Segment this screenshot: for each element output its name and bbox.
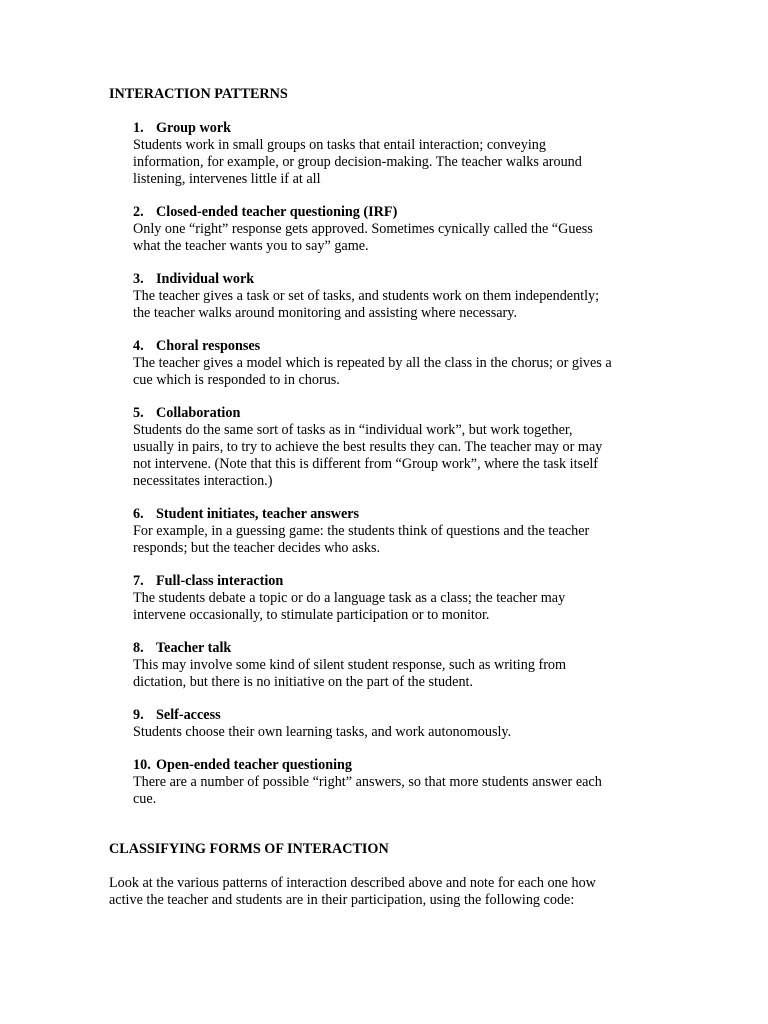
pattern-item-individual-work — [133, 271, 663, 322]
description-line: intervene occasionally, to stimulate participation or to monitor. — [133, 606, 490, 623]
pattern-item-student-initiates — [133, 506, 663, 557]
pattern-title-text: Collaboration — [156, 405, 241, 421]
pattern-item-teacher-talk — [133, 640, 663, 691]
pattern-title-text: Closed-ended teacher questioning (IRF) — [156, 204, 398, 220]
description-line: For example, in a guessing game: the students think of questions and the teacher — [133, 522, 590, 539]
description-line: the teacher walks around monitoring and assisting where necessary. — [133, 304, 517, 321]
description-line: Students do the same sort of tasks as in “individual work”, but work together, — [133, 421, 573, 438]
description-line: responds; but the teacher decides who asks. — [133, 539, 381, 556]
pattern-title — [133, 204, 663, 221]
description-line: Students choose their own learning tasks, and work autonomously. — [133, 723, 512, 740]
pattern-item-group-work — [133, 120, 663, 188]
pattern-number: 10. — [133, 757, 151, 773]
pattern-title — [133, 573, 663, 590]
description-line: cue which is responded to in chorus. — [133, 371, 340, 388]
description-line: The students debate a topic or do a language task as a class; the teacher may — [133, 589, 566, 606]
description-line: The teacher gives a task or set of tasks, and students work on them independently; — [133, 287, 600, 304]
closing-paragraph — [109, 875, 669, 909]
pattern-title-text: Student initiates, teacher answers — [156, 506, 360, 522]
description-line: information, for example, or group decision-making. The teacher walks around — [133, 153, 582, 170]
pattern-title — [133, 271, 663, 288]
pattern-title-text: Full-class interaction — [156, 573, 284, 589]
paragraph-line: active the teacher and students are in their participation, using the following code: — [109, 891, 575, 908]
pattern-title-text: Open-ended teacher questioning — [156, 757, 353, 773]
pattern-number: 6. — [133, 506, 144, 522]
pattern-description — [133, 523, 663, 557]
description-line: listening, intervenes little if at all — [133, 170, 321, 187]
pattern-title — [133, 707, 663, 724]
pattern-number: 3. — [133, 271, 144, 287]
pattern-title — [133, 405, 663, 422]
pattern-number: 9. — [133, 707, 144, 723]
description-line: Only one “right” response gets approved. Sometimes cynically called the “Guess — [133, 220, 593, 237]
pattern-description — [133, 657, 663, 691]
pattern-description — [133, 221, 663, 255]
paragraph-line: Look at the various patterns of interaction described above and note for each one how — [109, 875, 596, 891]
pattern-number: 7. — [133, 573, 144, 589]
pattern-title — [133, 506, 663, 523]
description-line: usually in pairs, to try to achieve the best results they can. The teacher may or may — [133, 438, 603, 455]
description-line: dictation, but there is no initiative on the part of the student. — [133, 673, 474, 690]
pattern-number: 8. — [133, 640, 144, 656]
description-line: The teacher gives a model which is repeated by all the class in the chorus; or gives a — [133, 354, 612, 371]
pattern-item-self-access — [133, 707, 663, 741]
pattern-number: 2. — [133, 204, 144, 220]
pattern-description — [133, 590, 663, 624]
pattern-number: 1. — [133, 120, 144, 136]
description-line: cue. — [133, 790, 157, 807]
pattern-number: 4. — [133, 338, 144, 354]
pattern-title — [133, 640, 663, 657]
description-line: not intervene. (Note that this is different from “Group work”, where the task itself — [133, 455, 599, 472]
pattern-title — [133, 757, 663, 774]
pattern-item-full-class-interaction — [133, 573, 663, 624]
pattern-number: 5. — [133, 405, 144, 421]
pattern-title-text: Individual work — [156, 271, 255, 287]
pattern-item-closed-ended-questioning — [133, 204, 663, 255]
pattern-title — [133, 338, 663, 355]
description-line: This may involve some kind of silent student response, such as writing from — [133, 656, 567, 673]
section-heading-interaction-patterns: INTERACTION PATTERNS — [109, 86, 288, 102]
pattern-title — [133, 120, 663, 137]
pattern-item-collaboration — [133, 405, 663, 490]
section-heading-classifying-forms: CLASSIFYING FORMS OF INTERACTION — [109, 841, 389, 857]
description-line: There are a number of possible “right” answers, so that more students answer each — [133, 773, 602, 790]
pattern-description — [133, 774, 663, 808]
pattern-title-text: Self-access — [156, 707, 221, 723]
pattern-description — [133, 422, 663, 490]
pattern-description — [133, 288, 663, 322]
pattern-description — [133, 355, 663, 389]
description-line: what the teacher wants you to say” game. — [133, 237, 369, 254]
pattern-title-text: Group work — [156, 120, 232, 136]
pattern-title-text: Teacher talk — [156, 640, 232, 656]
description-line: necessitates interaction.) — [133, 472, 273, 489]
pattern-item-open-ended-questioning — [133, 757, 663, 808]
pattern-item-choral-responses — [133, 338, 663, 389]
pattern-description — [133, 137, 663, 188]
description-line: Students work in small groups on tasks that entail interaction; conveying — [133, 136, 546, 153]
pattern-title-text: Choral responses — [156, 338, 261, 354]
pattern-description — [133, 724, 663, 741]
